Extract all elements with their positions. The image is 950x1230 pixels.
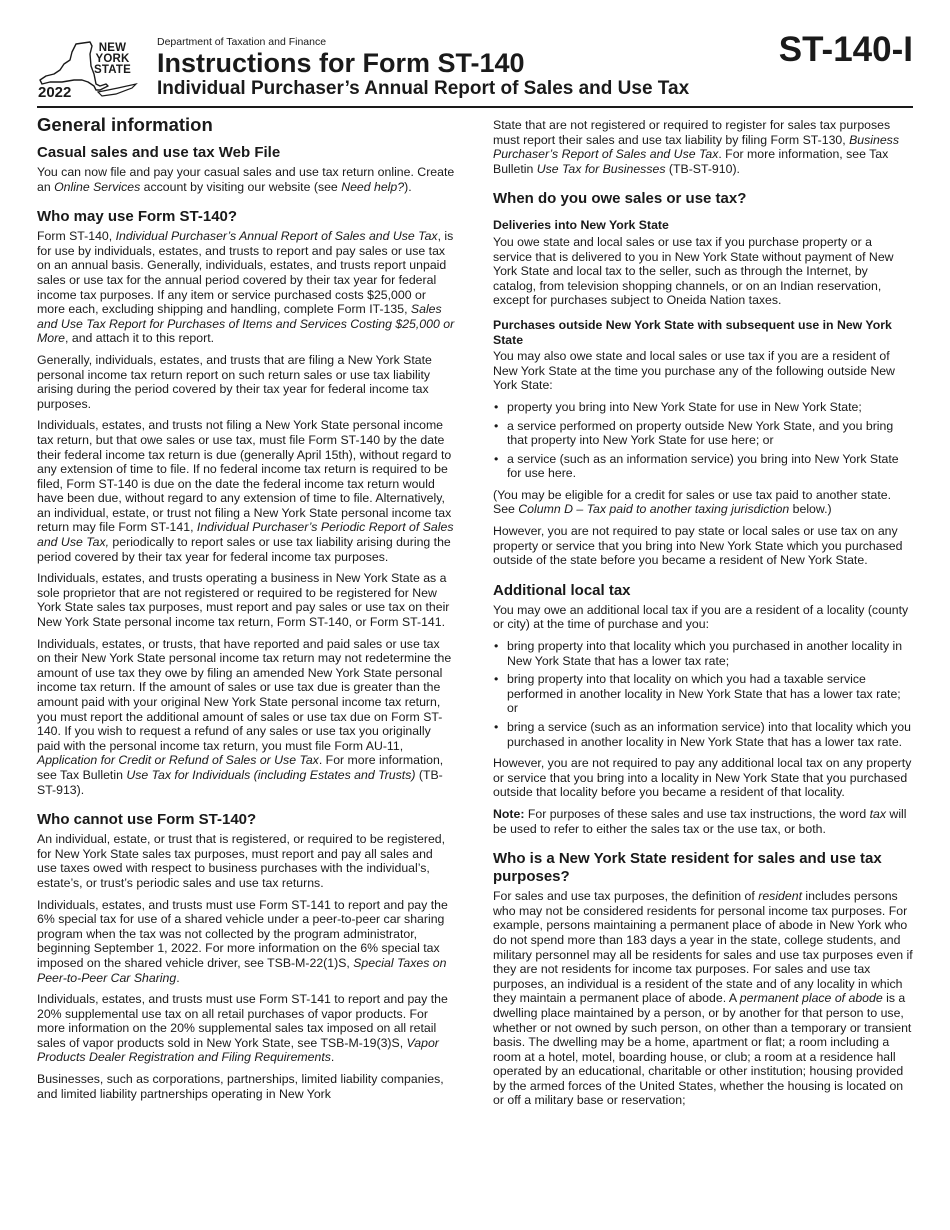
heading-additional-local-tax: Additional local tax	[493, 581, 631, 599]
logo-state-text: NEW YORK STATE	[94, 42, 131, 76]
paragraph-casual: You can now file and pay your casual sales and use tax return online. Create an Online Services account by visiting our website (see Need help?).	[37, 165, 455, 194]
paragraph-deliveries: You owe state and local sales or use tax if you purchase property or a service that is delivered to you in New York State without payment of New York State and local tax to the seller, such as through the Internet, by catalog, from television shopping channels, or on an Indian reservation, except for purchases subject to Oneida Nation taxes.	[493, 234, 894, 308]
list-item: • a service (such as an information service) you bring into New York State for use here.	[493, 452, 913, 481]
page-subtitle: Individual Purchaser’s Annual Report of Sales and Use Tax	[157, 78, 690, 99]
paragraph-who-may-4: Individuals, estates, and trusts operating a business in New York State as a sole proprietor that are not registered or required to be registered for New York State sales tax purposes, must report and pay sales or use tax on their New York State personal income tax return, Form ST-140, or Form ST-141.	[37, 571, 450, 630]
paragraph-who-may-5: Individuals, estates, or trusts, that have reported and paid sales or use tax on their New York State personal income tax return may not redetermine the amount of use tax they owe by filing an amended New York State personal income tax return. If the amount of sales or use tax due is greater than the amount paid with your original New York State personal income tax return, you must report the additional amount of sales or use tax due on Form ST-140. If you wish to request a refund of any sales or use tax you originally paid with the personal income tax return, you must file Form AU-11, Application for Credit or Refund of Sales or Use Tax. For more information, see Tax Bulletin Use Tax for Individuals (including Estates and Trusts) (TB-ST-913).	[37, 636, 452, 797]
paragraph-who-may-2: Generally, individuals, estates, and trusts that are filing a New York State personal income tax return report on such return sales or use tax liability arising during the period covered by their tax year for federal income tax purposes.	[37, 352, 432, 411]
right-column	[493, 118, 913, 1115]
paragraph-resident: For sales and use tax purposes, the definition of resident includes persons who may not be considered residents for personal income tax purposes. For example, persons maintaining a permanent place of abode in New York who do not spend more than 183 days a year in the state, college students, and military personnel may all be residents for sales and use tax purposes even if they are not residents for income tax purposes. For sales and use tax purposes, an individual is a resident of the state and of any locality in which they maintain a permanent place of abode. A permanent place of abode is a dwelling place maintained by a person, or by another for that person to use, whether or not owned by such person, on other than a temporary or transient basis. The dwelling may be a home, apartment or flat; a room including a room at a hotel, motel, boarding house, or club; a room at a residence hall operated by an educational, charitable or other institution; housing provided by the armed forces of the United States, whether the housing is located on or off a military base or reservation;	[493, 889, 913, 1108]
paragraph-cannot-4: Businesses, such as corporations, partnerships, limited liability companies, and limited liability partnerships operating in New York	[37, 1072, 444, 1101]
subheading-outside: Purchases outside New York State with subsequent use in New York State	[493, 317, 892, 347]
heading-resident: Who is a New York State resident for sales and use tax purposes?	[493, 850, 882, 886]
paragraph-however-1: However, you are not required to pay state or local sales or use tax on any property or service that you bring into New York State which you purchased outside of the state before you became a resident of New York State.	[493, 524, 903, 568]
nys-logo	[36, 40, 146, 100]
form-id: ST-140-I	[778, 30, 913, 69]
paragraph-credit: (You may be eligible for a credit for sales or use tax paid to another state. See Column D – Tax paid to another taxing jurisdiction below.)	[493, 487, 892, 517]
heading-when-owe: When do you owe sales or use tax?	[493, 190, 747, 208]
paragraph-cannot-1: An individual, estate, or trust that is registered, or required to be registered, for New York State sales tax purposes, must report and pay all sales and use taxes owed with respect to business purchases with the individual’s, estate’s, or trust’s periodic sales and use tax returns.	[37, 832, 446, 890]
paragraph-cannot-3: Individuals, estates, and trusts must use Form ST-141 to report and pay the 20% supplemental use tax on all retail purchases of vapor products. For more information on the 20% supplemental sales tax imposed on all retail sales of vapor products sold in New York State, see TSB-M-19(3)S, Vapor Products Dealer Registration and Filing Requirements.	[37, 992, 448, 1065]
paragraph-continued: State that are not registered or required to register for sales tax purposes must report their sales and use tax liability by filing Form ST-130, Business Purchaser’s Report of Sales and Use Tax. For more information, see Tax Bulletin Use Tax for Businesses (TB-ST-910).	[493, 118, 899, 176]
section-heading-general: General information	[37, 114, 213, 135]
heading-who-may-use: Who may use Form ST-140?	[37, 208, 238, 226]
list-item: • bring a service (such as an information service) into that locality which you purchased in another locality in New York State that has a lower tax rate.	[493, 720, 913, 749]
additional-list	[493, 639, 913, 749]
paragraph-however-2: However, you are not required to pay any additional local tax on any property or service that you bring into a locality in New York State that you purchased outside that locality before you became a resident of that locality.	[493, 756, 912, 800]
list-item: • property you bring into New York State for use in New York State;	[493, 400, 913, 415]
logo-year: 2022	[38, 84, 72, 101]
paragraph-note: Note: For purposes of these sales and use tax instructions, the word tax will be used to refer to either the sales tax or the use tax, or both.	[493, 806, 907, 836]
paragraph-additional: You may owe an additional local tax if you are a resident of a locality (county or city) at the time of purchase and you:	[493, 602, 909, 632]
list-item: • a service performed on property outside New York State, and you bring that property into New York State for use here; or	[493, 419, 913, 448]
page-header	[0, 0, 950, 110]
heading-casual-web-file: Casual sales and use tax Web File	[37, 144, 281, 161]
page-title: Instructions for Form ST-140	[157, 48, 525, 78]
paragraph-who-may-1: Form ST-140, Individual Purchaser’s Annual Report of Sales and Use Tax, is for use by individuals, estates, and trusts to report and pay sales or use tax on an annual basis. Generally, individuals, estates, and trusts report unpaid sales or use tax for the annual period covered by their tax year for federal income tax purposes. If any item or service purchased costs $25,000 or more each, excluding shipping and handling, complete Form IT-135, Sales and Use Tax Report for Purchases of Items and Services Costing $25,000 or More, and attach it to this report.	[37, 229, 455, 346]
left-column	[37, 114, 455, 1108]
paragraph-cannot-2: Individuals, estates, and trusts must use Form ST-141 to report and pay the 6% special tax for use of a shared vehicle under a peer-to-peer car sharing program when the tax was not collected by the program administrator, beginning September 1, 2022. For more information on the 6% special tax imposed on the shared vehicle driver, see TSB-M-22(1)S, Special Taxes on Peer-to-Peer Car Sharing.	[37, 897, 448, 985]
outside-list	[493, 400, 913, 481]
list-item: • bring property into that locality on which you had a taxable service performed in another locality in New York State that has a lower tax rate; or	[493, 672, 913, 716]
header-rule	[37, 106, 913, 108]
paragraph-who-may-3: Individuals, estates, and trusts not filing a New York State personal income tax return, but that owe sales or use tax, must file Form ST-140 by the date their federal income tax return is due (generally April 15th), without regard to any extension of time to file. If no federal income tax return is required to be filed, Form ST-140 is due on the date the federal income tax return would have been due, without regard to any extension of time to file. Alternatively, an individual, estate, or trust not filing a New York State personal income tax return may file Form ST-141, Individual Purchaser’s Periodic Report of Sales and Use Tax, periodically to report sales or use tax liability arising during the period covered by their tax year for federal income tax purposes.	[37, 418, 454, 564]
paragraph-outside: You may also owe state and local sales or use tax if you are a resident of New York State at the time you purchase any of the following outside New York State:	[493, 349, 895, 393]
department-name: Department of Taxation and Finance	[157, 36, 327, 48]
subheading-deliveries: Deliveries into New York State	[493, 218, 669, 233]
list-item: • bring property into that locality which you purchased in another locality in New York State that has a lower tax rate;	[493, 639, 913, 668]
heading-who-cannot-use: Who cannot use Form ST-140?	[37, 811, 257, 829]
